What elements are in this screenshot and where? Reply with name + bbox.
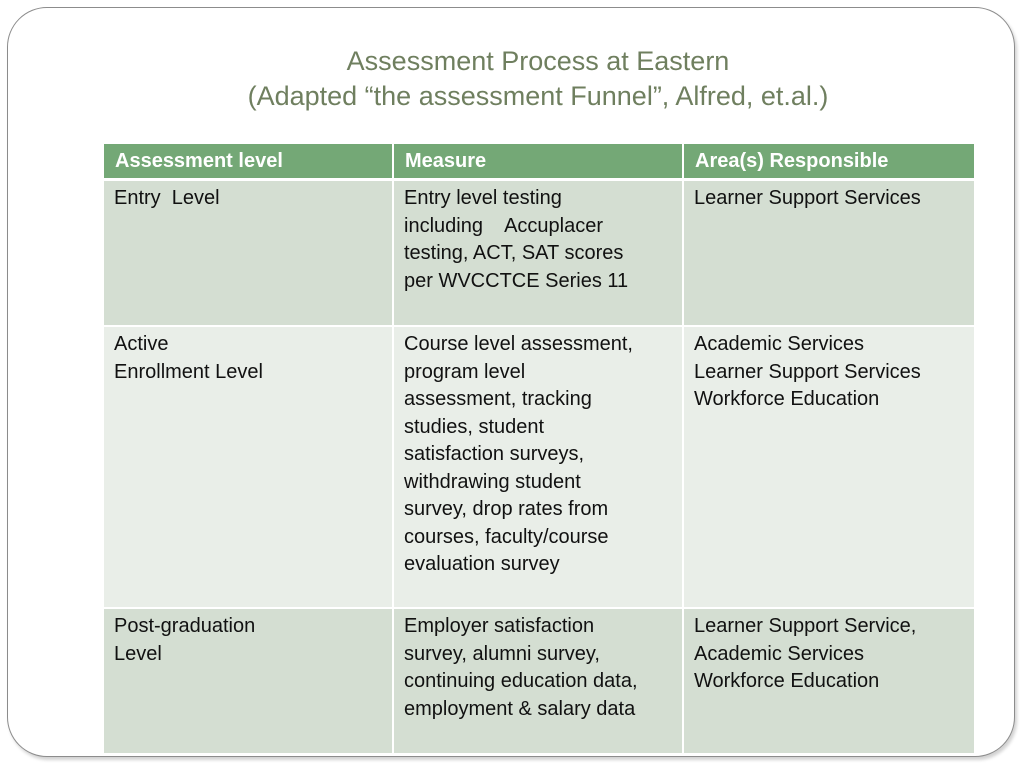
assessment-table xyxy=(102,144,976,755)
cell-line: Post-graduation xyxy=(114,615,256,637)
cell-line: Entry Level xyxy=(114,187,220,209)
table-row xyxy=(103,608,975,754)
cell-measure xyxy=(393,326,683,608)
cell-level xyxy=(103,180,393,327)
cell-line: Learner Support Service, xyxy=(694,615,917,637)
cell-line: including Accuplacer xyxy=(404,214,604,237)
cell-line: evaluation survey xyxy=(404,553,560,575)
cell-line: studies, student xyxy=(404,415,545,438)
cell-line: courses, faculty/course xyxy=(404,525,609,548)
cell-line: Workforce Education xyxy=(694,670,880,692)
cell-line: Active xyxy=(114,333,169,355)
cell-line: Learner Support Services xyxy=(694,360,921,383)
cell-line: Learner Support Services xyxy=(694,187,921,209)
cell-line: Employer satisfaction xyxy=(404,615,595,637)
cell-line: Level xyxy=(114,642,162,665)
cell-line: survey, alumni survey, xyxy=(404,642,600,665)
cell-line: testing, ACT, SAT scores xyxy=(404,242,624,264)
cell-line: Enrollment Level xyxy=(114,360,263,383)
cell-responsible xyxy=(683,326,975,608)
title-line-2: (Adapted “the assessment Funnel”, Alfred, et.al.) xyxy=(247,81,829,111)
cell-responsible xyxy=(683,180,975,327)
header-measure: Measure xyxy=(393,144,683,180)
cell-line: continuing education data, xyxy=(404,670,638,692)
table-row xyxy=(103,180,975,327)
cell-measure xyxy=(393,180,683,327)
table-header-row xyxy=(103,144,975,180)
cell-line: satisfaction surveys, xyxy=(404,443,585,465)
cell-responsible xyxy=(683,608,975,754)
cell-line: withdrawing student xyxy=(404,470,581,493)
cell-line: assessment, tracking xyxy=(404,388,592,410)
cell-line: Entry level testing xyxy=(404,187,562,209)
cell-line: Academic Services xyxy=(694,642,865,665)
header-areas-responsible: Area(s) Responsible xyxy=(683,144,975,180)
cell-line: Course level assessment, xyxy=(404,333,633,355)
cell-line: Workforce Education xyxy=(694,388,880,410)
header-assessment-level: Assessment level xyxy=(103,144,393,180)
slide-title xyxy=(100,44,976,114)
cell-level xyxy=(103,326,393,608)
cell-measure xyxy=(393,608,683,754)
cell-line: program level xyxy=(404,360,526,383)
table-row xyxy=(103,326,975,608)
cell-line: employment & salary data xyxy=(404,697,636,720)
cell-level xyxy=(103,608,393,754)
cell-line: survey, drop rates from xyxy=(404,498,609,520)
title-line-1: Assessment Process at Eastern xyxy=(346,46,730,76)
cell-line: Academic Services xyxy=(694,333,865,355)
cell-line: per WVCCTCE Series 11 xyxy=(404,269,629,292)
